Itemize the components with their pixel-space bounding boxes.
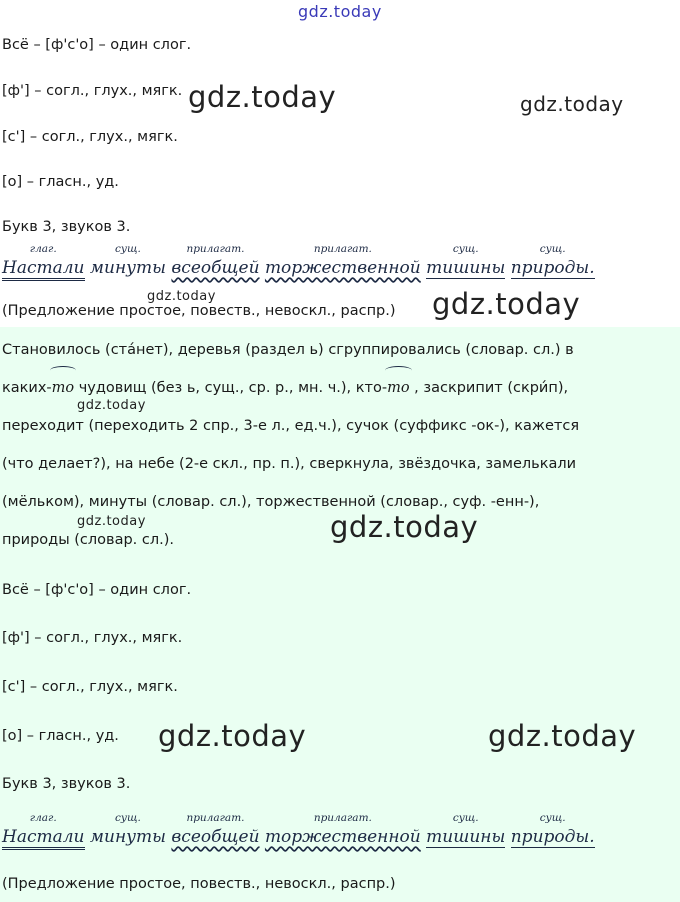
sentence-word: сущ. минуты [89, 812, 166, 847]
sentence-word: сущ. природы. [510, 812, 595, 847]
sentence-characteristic: (Предложение простое, повеств., невоскл., распр.) [2, 303, 396, 319]
site-watermark: gdz.today [77, 398, 146, 413]
sentence-characteristic: (Предложение простое, повеств., невоскл., распр.) [2, 876, 396, 892]
site-watermark: gdz.today [488, 719, 637, 753]
analysis-line: каких-то чудовищ (без ь, сущ., ср. р., мн. ч.), кто-то , заскрипит (скри́п), [2, 369, 678, 407]
analysis-line: природы (словар. сл.). [2, 532, 175, 548]
phonetic-line: [ф'] – согл., глух., мягк. [2, 630, 183, 646]
pos-label: сущ. [452, 812, 479, 824]
phonetic-line: [с'] – согл., глух., мягк. [2, 679, 178, 695]
phonetic-line: [с'] – согл., глух., мягк. [2, 129, 178, 145]
sentence-word: прилагат. торжественной [264, 812, 421, 847]
site-watermark: gdz.today [147, 289, 216, 304]
phonetic-line: [о] – гласн., уд. [2, 174, 119, 190]
sentence-word: глаг. Настали [2, 827, 85, 850]
sentence-word: сущ. тишины [426, 812, 506, 847]
sentence-word: сущ. природы. [510, 243, 595, 278]
phonetic-line: [о] – гласн., уд. [2, 728, 119, 744]
pos-label: сущ. [452, 243, 479, 255]
sentence-word: глаг. Настали [2, 258, 85, 281]
pos-label: сущ. [539, 243, 566, 255]
sentence-word: сущ. минуты [89, 243, 166, 278]
site-watermark: gdz.today [432, 287, 581, 321]
particle-arc: то [387, 369, 409, 407]
pos-label: сущ. [115, 812, 141, 824]
particle-arc: то [52, 369, 74, 407]
letter-count-line: Букв 3, звуков 3. [2, 219, 131, 235]
analysis-line: Становилось (ста́нет), деревья (раздел ь) сгруппировались (словар. сл.) в [2, 342, 574, 358]
pos-label: глаг. [29, 243, 57, 255]
analysis-line: переходит (переходить 2 спр., 3-е л., ед.ч.), сучок (суффикс -ок-), кажется [2, 418, 580, 434]
site-watermark: gdz.today [330, 510, 479, 544]
analysis-line: (мёльком), минуты (словар. сл.), торжественной (словар., суф. -енн-), [2, 494, 540, 510]
phonetic-line: [ф'] – согл., глух., мягк. [2, 83, 183, 99]
sentence-word: прилагат. всеобщей [171, 243, 260, 278]
sentence-word: сущ. тишины [426, 243, 506, 278]
pos-label: прилагат. [186, 812, 245, 824]
phonetic-line: Всё – [ф'с'о] – один слог. [2, 37, 192, 53]
pos-label: прилагат. [186, 243, 245, 255]
pos-label: глаг. [29, 812, 57, 824]
pos-label: сущ. [539, 812, 566, 824]
parsed-sentence [2, 812, 595, 850]
pos-label: прилагат. [313, 243, 372, 255]
sentence-word: прилагат. всеобщей [171, 812, 260, 847]
pos-label: прилагат. [313, 812, 372, 824]
parsed-sentence [2, 243, 595, 281]
pos-label: сущ. [115, 243, 141, 255]
site-watermark: gdz.today [520, 92, 624, 116]
sentence-word: прилагат. торжественной [264, 243, 421, 278]
phonetic-line: Всё – [ф'с'о] – один слог. [2, 582, 192, 598]
letter-count-line: Букв 3, звуков 3. [2, 776, 131, 792]
analysis-line: (что делает?), на небе (2-е скл., пр. п.), сверкнула, звёздочка, замелькали [2, 456, 577, 472]
site-watermark-top: gdz.today [298, 2, 382, 21]
site-watermark: gdz.today [77, 514, 146, 529]
site-watermark: gdz.today [158, 719, 307, 753]
site-watermark: gdz.today [188, 80, 337, 114]
